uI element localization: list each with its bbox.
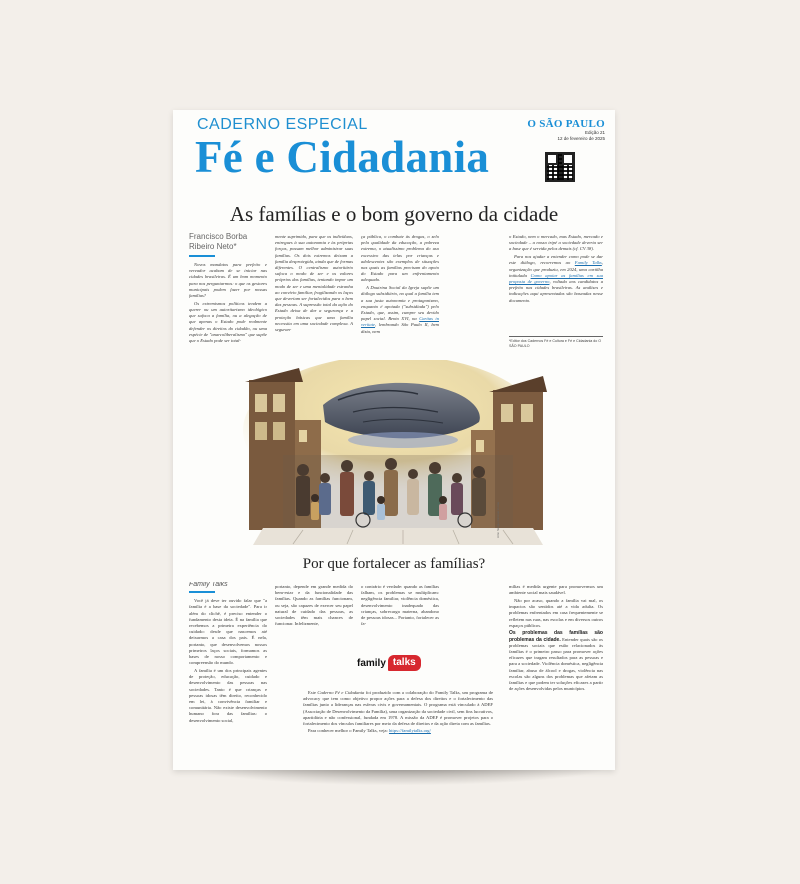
article2-text: Entender quais são os problemas sociais que estão relacionados às famílias é o primeiro passo para promover ações eficazes que tragam resultados para as pessoas e para a sociedade. Violência doméstica, negligência familiar, abuso de álcool e drogas, violência nas escolas são alguns dos problemas que afetam as famílias e que podem ter soluções eficazes a partir de ações desenvolvidas pelos municípios. [509,636,603,692]
article1-paragraph: ça pública, o combate às drogas, o zelo pela qualidade da educação, a pobreza extrema, o atualíssimo problema do uso excessivo das telas por crianças e adolescentes são exemplos de situações nas quais as famílias precisam do apoio do Estado para um enfrentamento adequado. [361,234,439,283]
article1-text: A Doutrina Social da Igreja supõe um diálogo subsidiário, no qual a família tem a sua justa autonomia e protagonismo, enquanto é apoiada ("subsidiada") pelo Estado, que, assim, cumpre seu devido papel social. Bento XVI, na [361,285,439,322]
brand-block [527,118,605,142]
article2-paragraph: mílias é medida urgente para promovermos um ambiente social mais saudável. [509,584,603,596]
article1-text: , voltada aos candidatos a prefeito nas cidades brasileiras. As análises e indicações aqui apresentadas são baseadas nesse documento. [509,278,603,303]
article1-paragraph [361,285,439,335]
collaboration-paragraph [303,690,493,727]
author-footnote: *Editor dos Cadernos Fé e Cultura e Fé e Cidadania do O SÃO PAULO [509,336,603,348]
illustration-credit: Arte: Sérgio Ricciuto Conte [496,501,500,538]
article1-paragraph: Os extremismos políticos tendem a querer ou um autoritarismo ideológico que sufoca a família, ou a alegação de que apenas o Estado pode realmente defender os direitos do cidadão, ou uma espécie de "anarcoliberalismo" que supõe que o Estado pode ser total- [189,300,267,343]
article1-paragraph [509,254,603,304]
families-illustration [243,360,549,556]
qr-code-icon[interactable] [547,154,573,180]
article1-col2 [275,234,353,360]
article2-col2 [275,584,353,650]
family-crowd [283,455,513,530]
author-name-line2: Ribeiro Neto* [189,242,237,251]
article1-paragraph: mente suprimido, para que os indivíduos, entregues à sua autonomia e às próprias forças, possam melhor administrar suas famílias. Os dois extremos deixam a família desprotegida, ainda que de formas diferentes. O centralismo autoritário sufoca o modo de ser e os valores próprios das famílias, tentando impor um modo de ser e uma mentalidade estranha ao convívio familiar, fragilizando os laços que deveriam ser fortalecidos para o bem das pessoas. A supressão total da ação do Estado deixa de dar a segurança e a proteção básicas que uma família necessita em uma sociedade complexa. A seguran- [275,234,353,333]
article2-paragraph: portanto, depende em grande medida do bem-estar e da funcionalidade das famílias. Quando as famílias funcionam, ou seja, são capazes de exercer seu papel natural de cuidado das pessoas, as sociedades têm mais chances de funcionar. Infelizmente, [275,584,353,627]
headline-why-strengthen-families: Por que fortalecer as famílias? [302,556,486,572]
article1-paragraph: o Estado, nem o mercado, mas Estado, mercado e sociedade – a nosso tripé a sociedade deveria ser a base que é servida pelos demais (cf. CV 38). [509,234,603,252]
section-kicker: CADERNO ESPECIAL [197,116,368,133]
article1-text: , organização que produziu, em 2024, uma cartilha intitulada [509,260,603,278]
collab-text: Este [308,690,318,695]
section-label: Family Talks [189,582,228,588]
article2-paragraph: A família é um dos principais agentes de proteção, educação, cuidado e desenvolvimento das pessoas nas sociedades. Tanto é que crianças e pessoas idosas têm direito, reconhecido em lei, à convivência familiar e comunitária. Não existe desenvolvimento humano fora das famílias: o desenvolvimento social, [189,667,267,723]
article1-text: , lembrando São Paulo II, bem dizia, nem [361,322,439,334]
article2-col4 [509,584,603,767]
article2-col1 [189,582,267,767]
brand-logo: O SÃO PAULO [527,118,605,130]
article1-lead: Novos mandatos para prefeito e vereador acabam de se iniciar nas cidades brasileiras. É um bom momento para nos perguntarmos: o que os gestores municipais podem fazer por nossas famílias? [189,262,267,299]
collab-text: Para conhecer melhor o Family Talks, veja: [308,728,389,734]
article2-paragraph: Não por acaso, quando a família vai mal, os impactos são sentidos até a vida adulta. Os problemas enfrentados em casa frequentemente se refletem nas ruas, nas escolas e em diversos outros espaços públicos. [509,597,603,628]
newspaper-page [173,110,615,770]
author-rule [189,255,215,257]
cartilha-link[interactable]: Como apoiar as famílias em sua proposta de governo [509,272,603,284]
edition-date: 12 de fevereiro de 2025 [557,136,605,141]
headline-families-good-government: As famílias e o bom governo da cidade [229,202,559,226]
article1-col3 [361,234,439,360]
collaboration-paragraph [303,728,493,734]
collab-text: foi produzido com a colaboração do Family Talks, um programa de advocacy que tem como objetivo propor ações para a defesa dos direitos e o fortalecimento das famílias junto a lideranças nas esferas civis e governamentais. O programa está vinculado à ADEF (Associação de Desenvolvimento da Família), uma organização da sociedade civil, sem fins lucrativos, apartidária e não confessional, fundada em 1978. A missão da ADEF é promover projetos para o fortalecimento dos vínculos familiares por meio da defesa de direitos e da ação direta com as famílias. [303,690,493,727]
article2-paragraph: Você já deve ter ouvido falar que "a família é a base da sociedade". Para ir além do clichê, é preciso entender o fundamento desta ideia. É na família que recebemos a primeira experiência do cuidado: desde que nascemos até deixarmos a casa dos pais. É nela, portanto, que desenvolvemos nossos primeiros laços sociais, formamos as bases de nosso comportamento e compreensão do mundo. [189,598,267,666]
family-talks-url-link[interactable]: https://familytalks.org/ [388,728,431,734]
family-talks-link[interactable]: Family Talks [574,260,602,266]
article2-paragraph: o contrário é verdade: quando as famílias falham, os problemas se multiplicam: negligência familiar, violência doméstica, desenvolvimento inadequado das crianças, sobrecarga materna, abandono de pessoas idosas... Portanto, fortalecer as fa- [361,584,439,627]
masthead-title: Fé e Cidadania [195,132,490,182]
edition-number: Edição 21 [584,130,605,135]
article1-col1 [189,232,267,360]
article1-col4 [509,234,603,334]
collaboration-note [303,690,493,735]
article2-paragraph [509,630,603,692]
article1-text: Para nos ajudar a entender como pode se dar este diálogo, recorremos ao [509,254,603,266]
family-talks-logo [357,655,421,671]
caritas-link[interactable]: Caritas in veritate [361,316,439,328]
logo-talks-word: talks [388,655,421,671]
subhead-city-problems: Os problemas das famílias são problemas da cidade. [509,630,603,643]
article2-col3 [361,584,439,650]
section-rule [189,591,215,593]
collab-italic: Caderno Fé e Cidadania [317,690,365,695]
logo-family-word: family [357,657,386,669]
author-name-line1: Francisco Borba [189,232,248,241]
